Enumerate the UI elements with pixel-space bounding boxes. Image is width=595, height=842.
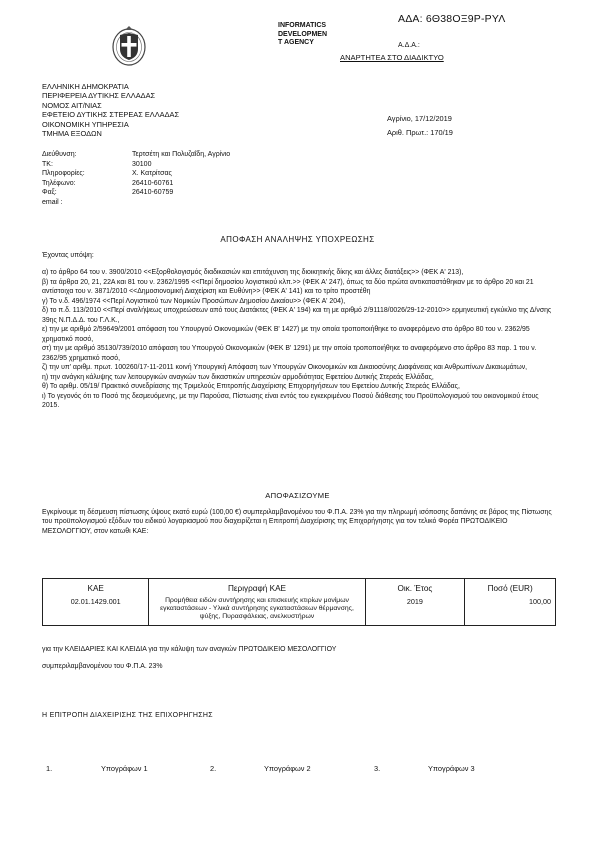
- contact-label: Διεύθυνση:: [42, 151, 77, 158]
- contact-block: [42, 150, 230, 208]
- consideration-item: β) τα άρθρα 20, 21, 22Α και 81 του ν. 2362/1995 <<Περί δημοσίου λογιστικού κλπ.>> (ΦΕΚ Α' 247), όπως τα δύο πρώτα αντικαταστάθηκαν με το άρθρο 20 και 21 αντίστοιχα του ν. 3871/2010 <<Δημοσιονομική Διαχείριση και Ευθύνη>> (ΦΕΚ Α' 141) και το τρίτο προστέθη: [42, 278, 534, 295]
- document-title: ΑΠΟΦΑΣΗ ΑΝΑΛΗΨΗΣ ΥΠΟΧΡΕΩΣΗΣ: [220, 235, 375, 244]
- table-header-row: [43, 579, 556, 595]
- signatory-label: Υπογράφων 1: [101, 764, 148, 773]
- contact-label: Φαξ:: [42, 189, 57, 197]
- issuer-line: ΕΛΛΗΝΙΚΗ ΔΗΜΟΚΡΑΤΙΑ: [42, 82, 129, 91]
- issuer-line: ΠΕΡΙΦΕΡΕΙΑ ΔΥΤΙΚΗΣ ΕΛΛΑΔΑΣ: [42, 91, 156, 101]
- signatory-label: Υπογράφων 3: [428, 764, 475, 773]
- contact-label: ΤΚ:: [42, 160, 53, 168]
- column-header: Περιγραφή ΚΑΕ: [149, 579, 365, 595]
- contact-value: Τερτσέτη και Πολυζαΐδη, Αγρίνιο: [132, 151, 231, 158]
- contact-value: 26410-60759: [132, 189, 174, 197]
- committee-heading: Η ΕΠΙΤΡΟΠΗ ΔΙΑΧΕΙΡΙΣΗΣ ΤΗΣ ΕΠΙΧΟΡΗΓΗΣΗΣ: [42, 712, 213, 719]
- consideration-item: δ) το π.δ. 113/2010 <<Περί αναλήψεως υποχρεώσεων από τους Διατάκτες (ΦΕΚ Α' 194) και τη με αριθμό 2/91118/0026/29-12-2010>> ερμηνευτική εγκύκλιο της Δ/νσης 39ης Ν.Π.Δ.Δ. του Γ.Λ.Κ.,: [42, 307, 552, 324]
- issuer-line: ΕΦΕΤΕΙΟ ΔΥΤΙΚΗΣ ΣΤΕΡΕΑΣ ΕΛΛΑΔΑΣ: [42, 110, 180, 120]
- contact-label: Πληροφορίες:: [42, 170, 85, 178]
- consideration-item: ζ) την υπ' αριθμ. πρωτ. 100260/17-11-2011 κοινή Υπουργική Απόφαση των Υπουργών Οικονομικών και Δικαιοσύνης Διαφάνειας και Ανθρωπίνων Δικαιωμάτων,: [42, 364, 528, 371]
- issuer-block: [42, 82, 179, 138]
- issuer-line: ΝΟΜΟΣ ΑΙΤ/ΝΙΑΣ: [42, 100, 102, 110]
- protocol-number: Αριθ. Πρωτ.: 170/19: [387, 127, 453, 137]
- column-header: ΚΑΕ: [43, 579, 149, 595]
- contact-label: Τηλέφωνο:: [42, 179, 76, 187]
- consideration-item: α) το άρθρο 64 του ν. 3900/2010 <<Εξορθολογισμός διαδικασιών και επιτάχυνση της διοικητικής δίκης και άλλες διατάξεις>> (ΦΕΚ Α' 213),: [42, 269, 464, 276]
- contact-value: 30100: [132, 160, 152, 168]
- place-date: Αγρίνιο, 17/12/2019: [387, 114, 452, 123]
- considerations-list: [42, 268, 554, 411]
- ada-code: ΑΔΑ: 6Θ38ΟΞ9Ρ-ΡΥΛ: [398, 13, 506, 25]
- fiscal-year: 2019: [365, 594, 465, 625]
- purpose-note: για την ΚΛΕΙΔΑΡΙΕΣ ΚΑΙ ΚΛΕΙΔΙΑ για την κάλυψη των αναγκών ΠΡΩΤΟΔΙΚΕΙΟ ΜΕΣΟΛΟΓΓΙΟΥ: [42, 646, 337, 653]
- signature-number: 1.: [46, 764, 53, 773]
- consideration-item: θ) Το αριθμ. 05/19/ Πρακτικό συνεδρίασης της Τριμελούς Επιτροπής Διαχείρισης Επιχορηγήσεων του Εφετείου Δυτικής Στερεάς Ελλάδας,: [42, 383, 460, 390]
- table-row: [43, 594, 556, 625]
- issuer-line: ΟΙΚΟΝΟΜΙΚΗ ΥΠΗΡΕΣΙΑ: [42, 119, 129, 129]
- consideration-item: ε) την με αριθμό 2/59649/2001 απόφαση του Υπουργού Οικονομικών (ΦΕΚ Β' 1427) με την οποία τροποποιήθηκε το αναφερόμενο στο άρθρο 80 του ν. 2362/95 χρηματικό ποσό,: [42, 326, 530, 343]
- signature-number: 2.: [210, 764, 217, 773]
- publish-online-link[interactable]: ΑΝΑΡΤΗΤΕΑ ΣΤΟ ΔΙΑΔΙΚΤΥΟ: [340, 53, 444, 62]
- agency-name: INFORMATICS DEVELOPMEN T AGENCY: [278, 22, 328, 47]
- consideration-item: γ) Το ν.δ. 496/1974 <<Περί Λογιστικού των Νομικών Προσώπων Δημοσίου Δικαίου>> (ΦΕΚ Α' 204),: [42, 297, 346, 305]
- signature-number: 3.: [374, 764, 381, 773]
- kae-table: [42, 578, 556, 626]
- contact-value: Χ. Κατρίτσας: [132, 170, 172, 178]
- consideration-item: η) την ανάγκη κάλυψης των λειτουργικών αναγκών των δικαστικών υπηρεσιών αρμοδιότητας Εφετείου Δυτικής Στερεάς Ελλάδας,: [42, 373, 434, 381]
- consideration-item: ι) Το γεγονός ότι το Ποσό της δεσμευόμενης, με την Παρούσα, Πίστωσης είναι εντός του εγκεκριμένου Ποσού διάθεσης του Προϋπολογισμού του οικονομικού έτους 2015.: [42, 392, 539, 409]
- consideration-item: στ) την με αριθμό 35130/739/2010 απόφαση του Υπουργού Οικονομικών (ΦΕΚ Β' 1291) με την οποία τροποποιήθηκε το αναφερόμενο στο άρθρο 83 παρ. 1 του ν. 2362/95 χρηματικό ποσό,: [42, 345, 537, 362]
- issuer-line: ΤΜΗΜΑ ΕΞΟΔΩΝ: [42, 129, 102, 139]
- greek-coat-of-arms-icon: [111, 23, 147, 67]
- decide-heading: ΑΠΟΦΑΣΙΖΟΥΜΕ: [265, 491, 330, 500]
- vat-note: συμπεριλαμβανομένου του Φ.Π.Α. 23%: [42, 663, 163, 670]
- intro-text: Έχοντας υπόψη:: [42, 252, 94, 259]
- column-header: Ποσό (EUR): [465, 579, 556, 595]
- ada-label: Α.Δ.Α.:: [398, 42, 420, 49]
- place-date-block: [387, 112, 453, 139]
- decision-text: Εγκρίνουμε τη δέσμευση πίστωσης ύψους εκατό ευρώ (100,00 €) συμπεριλαμβανομένου του Φ.Π.Α. 23% για την πληρωμή ισόποσης δαπάνης σε βάρος της Πίστωσης του προϋπολογισμού εξόδων του ειδικού λογαριασμού που διαχειρίζεται η Επιτροπή Διαχείρισης της Επιχορήγησης για τον τελικό Φορέα ΠΡΩΤΟΔΙΚΕΙΟ ΜΕΣΟΛΟΓΓΙΟΥ, στον κατωθι ΚΑΕ:: [42, 509, 552, 535]
- amount: 100,00: [465, 594, 556, 625]
- column-header: Οικ. Έτος: [365, 579, 465, 595]
- contact-value: 26410-60761: [132, 179, 174, 187]
- kae-description: Προμήθεια ειδών συντήρησης και επισκευής κτιρίων μονίμων εγκαταστάσεων - Υλικά συντήρησης εγκαταστάσεων θέρμανσης, ψύξης, Πυρασφάλειας, ανελκυστήρων: [149, 594, 365, 625]
- contact-label: email :: [42, 198, 63, 206]
- signatory-label: Υπογράφων 2: [264, 764, 311, 773]
- kae-code: 02.01.1429.001: [43, 594, 149, 625]
